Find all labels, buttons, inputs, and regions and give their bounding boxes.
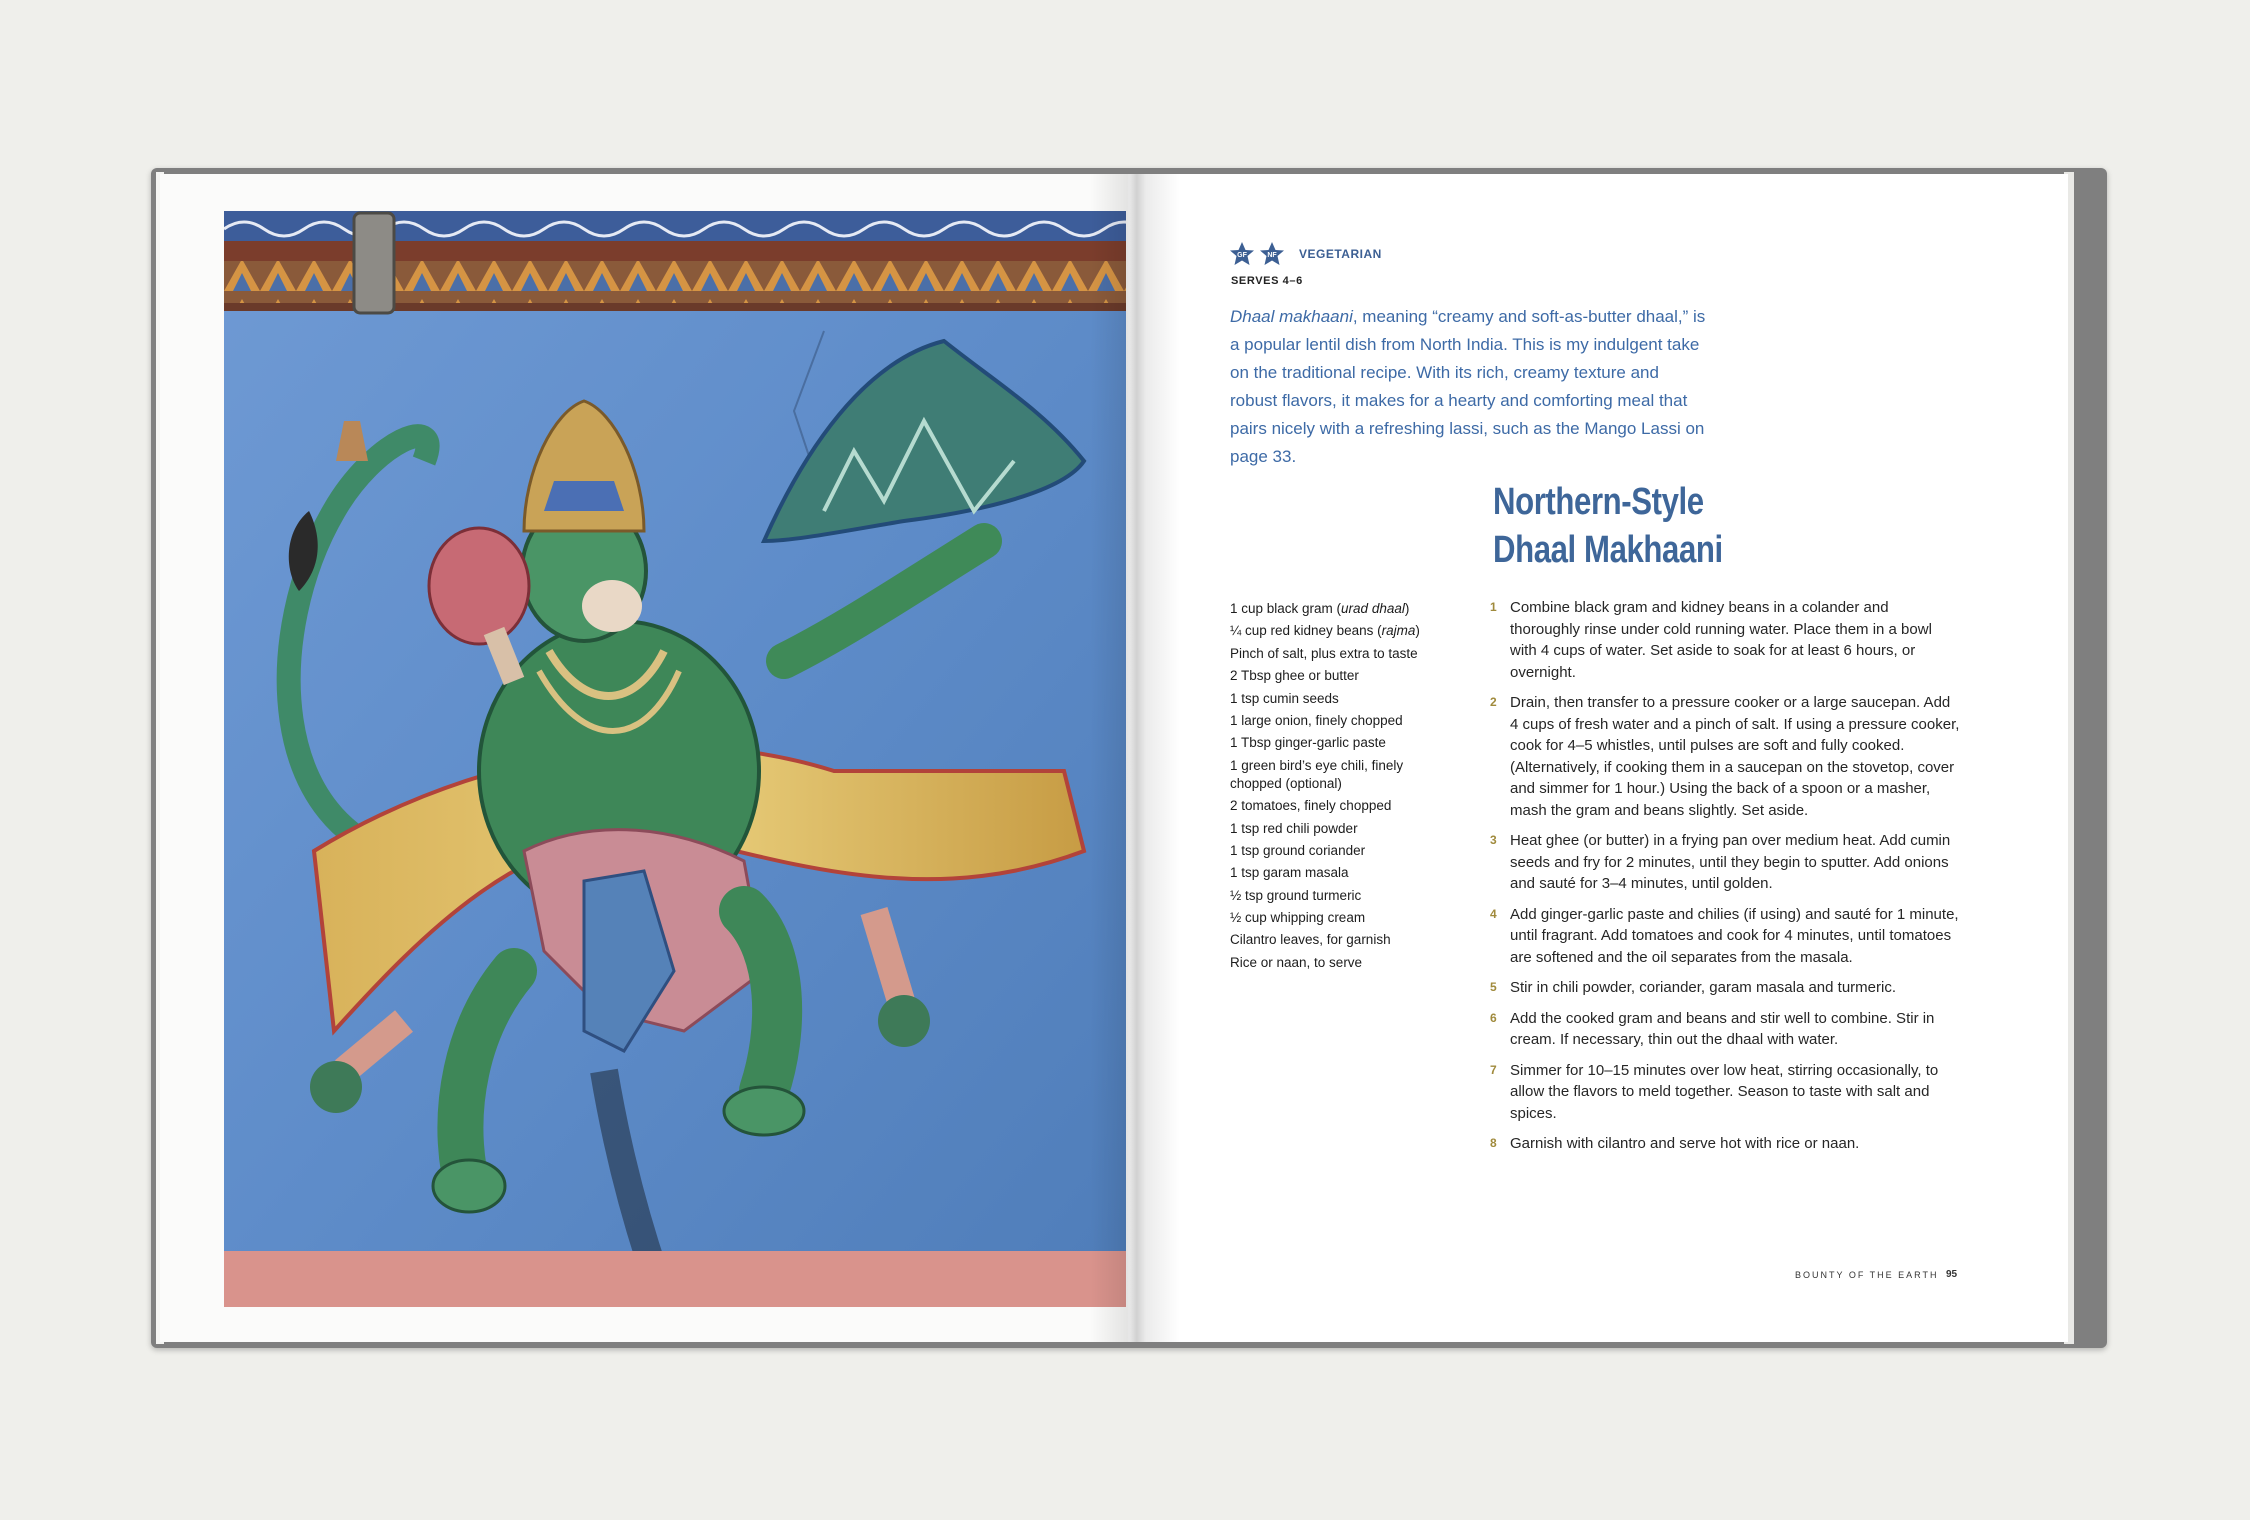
step-text: Garnish with cilantro and serve hot with rice or naan. [1510,1135,1860,1152]
method-steps [1490,597,1960,1164]
step-text: Combine black gram and kidney beans in a colander and thoroughly rinse under cold running water. Place them in a bowl with 4 cups of water. Set aside to soak for at least 6 hours, or overnight. [1510,599,1932,681]
step-number: 2 [1490,695,1497,709]
recipe-title-line-1: Northern-Style [1493,481,1704,523]
ingredient-text: ½ tsp ground turmeric [1230,887,1362,903]
ingredient-text: ¼ cup red kidney beans ( [1230,623,1382,639]
ingredient-text: 1 Tbsp ginger-garlic paste [1230,735,1386,751]
ingredient-item [1230,667,1455,685]
gluten-free-star-icon [1229,241,1255,267]
ingredient-text: 1 tsp red chili powder [1230,820,1358,836]
method-step [1490,977,1960,999]
ingredient-item [1230,954,1455,972]
recipe-title-line-2: Dhaal Makhaani [1493,529,1723,571]
serves-label: SERVES 4–6 [1231,275,1303,287]
step-number: 5 [1490,980,1497,994]
ingredient-text: ½ cup whipping cream [1230,910,1366,926]
ingredient-text: Cilantro leaves, for garnish [1230,932,1391,948]
step-number: 7 [1490,1062,1497,1077]
nut-free-star-icon [1259,241,1285,267]
method-step [1490,904,1960,969]
ingredient-item [1230,931,1455,949]
step-number: 4 [1490,906,1497,921]
gutter-shadow [1090,174,1180,1342]
ingredient-item [1230,712,1455,730]
ingredient-text: Pinch of salt, plus extra to taste [1230,645,1418,661]
ingredient-text: 1 cup black gram ( [1230,601,1342,616]
ingredient-text: 1 tsp ground coriander [1230,842,1366,858]
step-text: Simmer for 10–15 minutes over low heat, stirring occasionally, to allow the flavors to meld together. Season to taste with salt and spices. [1510,1061,1939,1122]
method-step [1490,1008,1960,1051]
step-number: 1 [1490,600,1497,614]
svg-text:NF: NF [1267,252,1277,259]
ingredient-item [1230,734,1455,752]
step-text: Add the cooked gram and beans and stir well to combine. Stir in cream. If necessary, thin out the dhaal with water. [1510,1009,1935,1048]
step-number: 6 [1490,1010,1497,1025]
ingredient-text: 2 tomatoes, finely chopped [1230,798,1392,814]
ingredient-text-end: ) [1404,601,1410,616]
ingredient-text: Rice or naan, to serve [1230,954,1363,970]
method-step [1490,597,1960,683]
ingredient-item [1230,842,1455,860]
ingredient-text: 1 large onion, finely chopped [1230,712,1403,728]
method-step [1490,692,1960,821]
ingredient-text: 2 Tbsp ghee or butter [1230,668,1359,684]
step-number: 3 [1490,833,1497,847]
step-text: Stir in chili powder, coriander, garam masala and turmeric. [1510,979,1897,996]
step-text: Drain, then transfer to a pressure cooker or a large saucepan. Add 4 cups of fresh water and a pinch of salt. If using a pressure cooker, cook for 4–5 whistles, until pulses are soft and fully cooked. (Alternatively, if cooking them in a saucepan on the stovetop, cover and simmer for 1 hour.) Using the back of a spoon or a masher, mash the gram and beans slightly. Set aside. [1510,694,1960,819]
method-step [1490,1060,1960,1125]
ingredient-item [1230,622,1455,640]
step-text: Heat ghee (or butter) in a frying pan over medium heat. Add cumin seeds and fry for 2 minutes, until they begin to sputter. Add onions and sauté for 3–4 minutes, until golden. [1510,832,1951,892]
dish-name-italic: Dhaal makhaani [1230,307,1353,326]
method-step [1490,1133,1960,1155]
ingredient-item [1230,645,1455,663]
intro-text: , meaning “creamy and soft-as-butter dhaal,” is a popular lentil dish from North India. This is my indulgent take on the traditional recipe. With its rich, creamy texture and robust flavors, it makes for a hearty and comforting meal that pairs nicely with a refreshing lassi, such as the Mango Lassi on page 33. [1230,307,1706,466]
ingredient-text: 1 tsp garam masala [1230,865,1349,881]
ingredient-item [1230,600,1455,618]
ingredient-item [1230,820,1455,838]
ingredient-item [1230,909,1455,927]
svg-text:GF: GF [1237,252,1247,259]
ingredient-text: 1 green bird’s eye chili, finely chopped (optional) [1230,757,1404,791]
ingredient-text: 1 tsp cumin seeds [1230,690,1339,706]
ingredient-item [1230,864,1455,882]
step-number: 8 [1490,1136,1497,1150]
ingredient-italic: rajma [1381,623,1416,639]
recipe-title [1493,478,1723,574]
running-head: BOUNTY OF THE EARTH [1795,1270,1939,1280]
ingredient-list [1230,600,1455,976]
recipe-intro [1230,303,1710,471]
hanuman-relief-photo [224,211,1126,1307]
step-text: Add ginger-garlic paste and chilies (if using) and sauté for 1 minute, until fragrant. Add tomatoes and cook for 4 minutes, until tomatoes are softened and the oil separates from the masala. [1510,905,1959,966]
diet-badges [1229,241,1382,267]
method-step [1490,830,1960,895]
ingredient-item [1230,797,1455,815]
category-label: VEGETARIAN [1299,247,1382,261]
ingredient-item [1230,757,1455,793]
ingredient-item [1230,887,1455,905]
ingredient-text-end: ) [1415,623,1420,639]
ingredient-item [1230,690,1455,708]
page-number: 95 [1946,1269,1958,1280]
ingredient-italic: urad dhaal [1341,601,1405,616]
